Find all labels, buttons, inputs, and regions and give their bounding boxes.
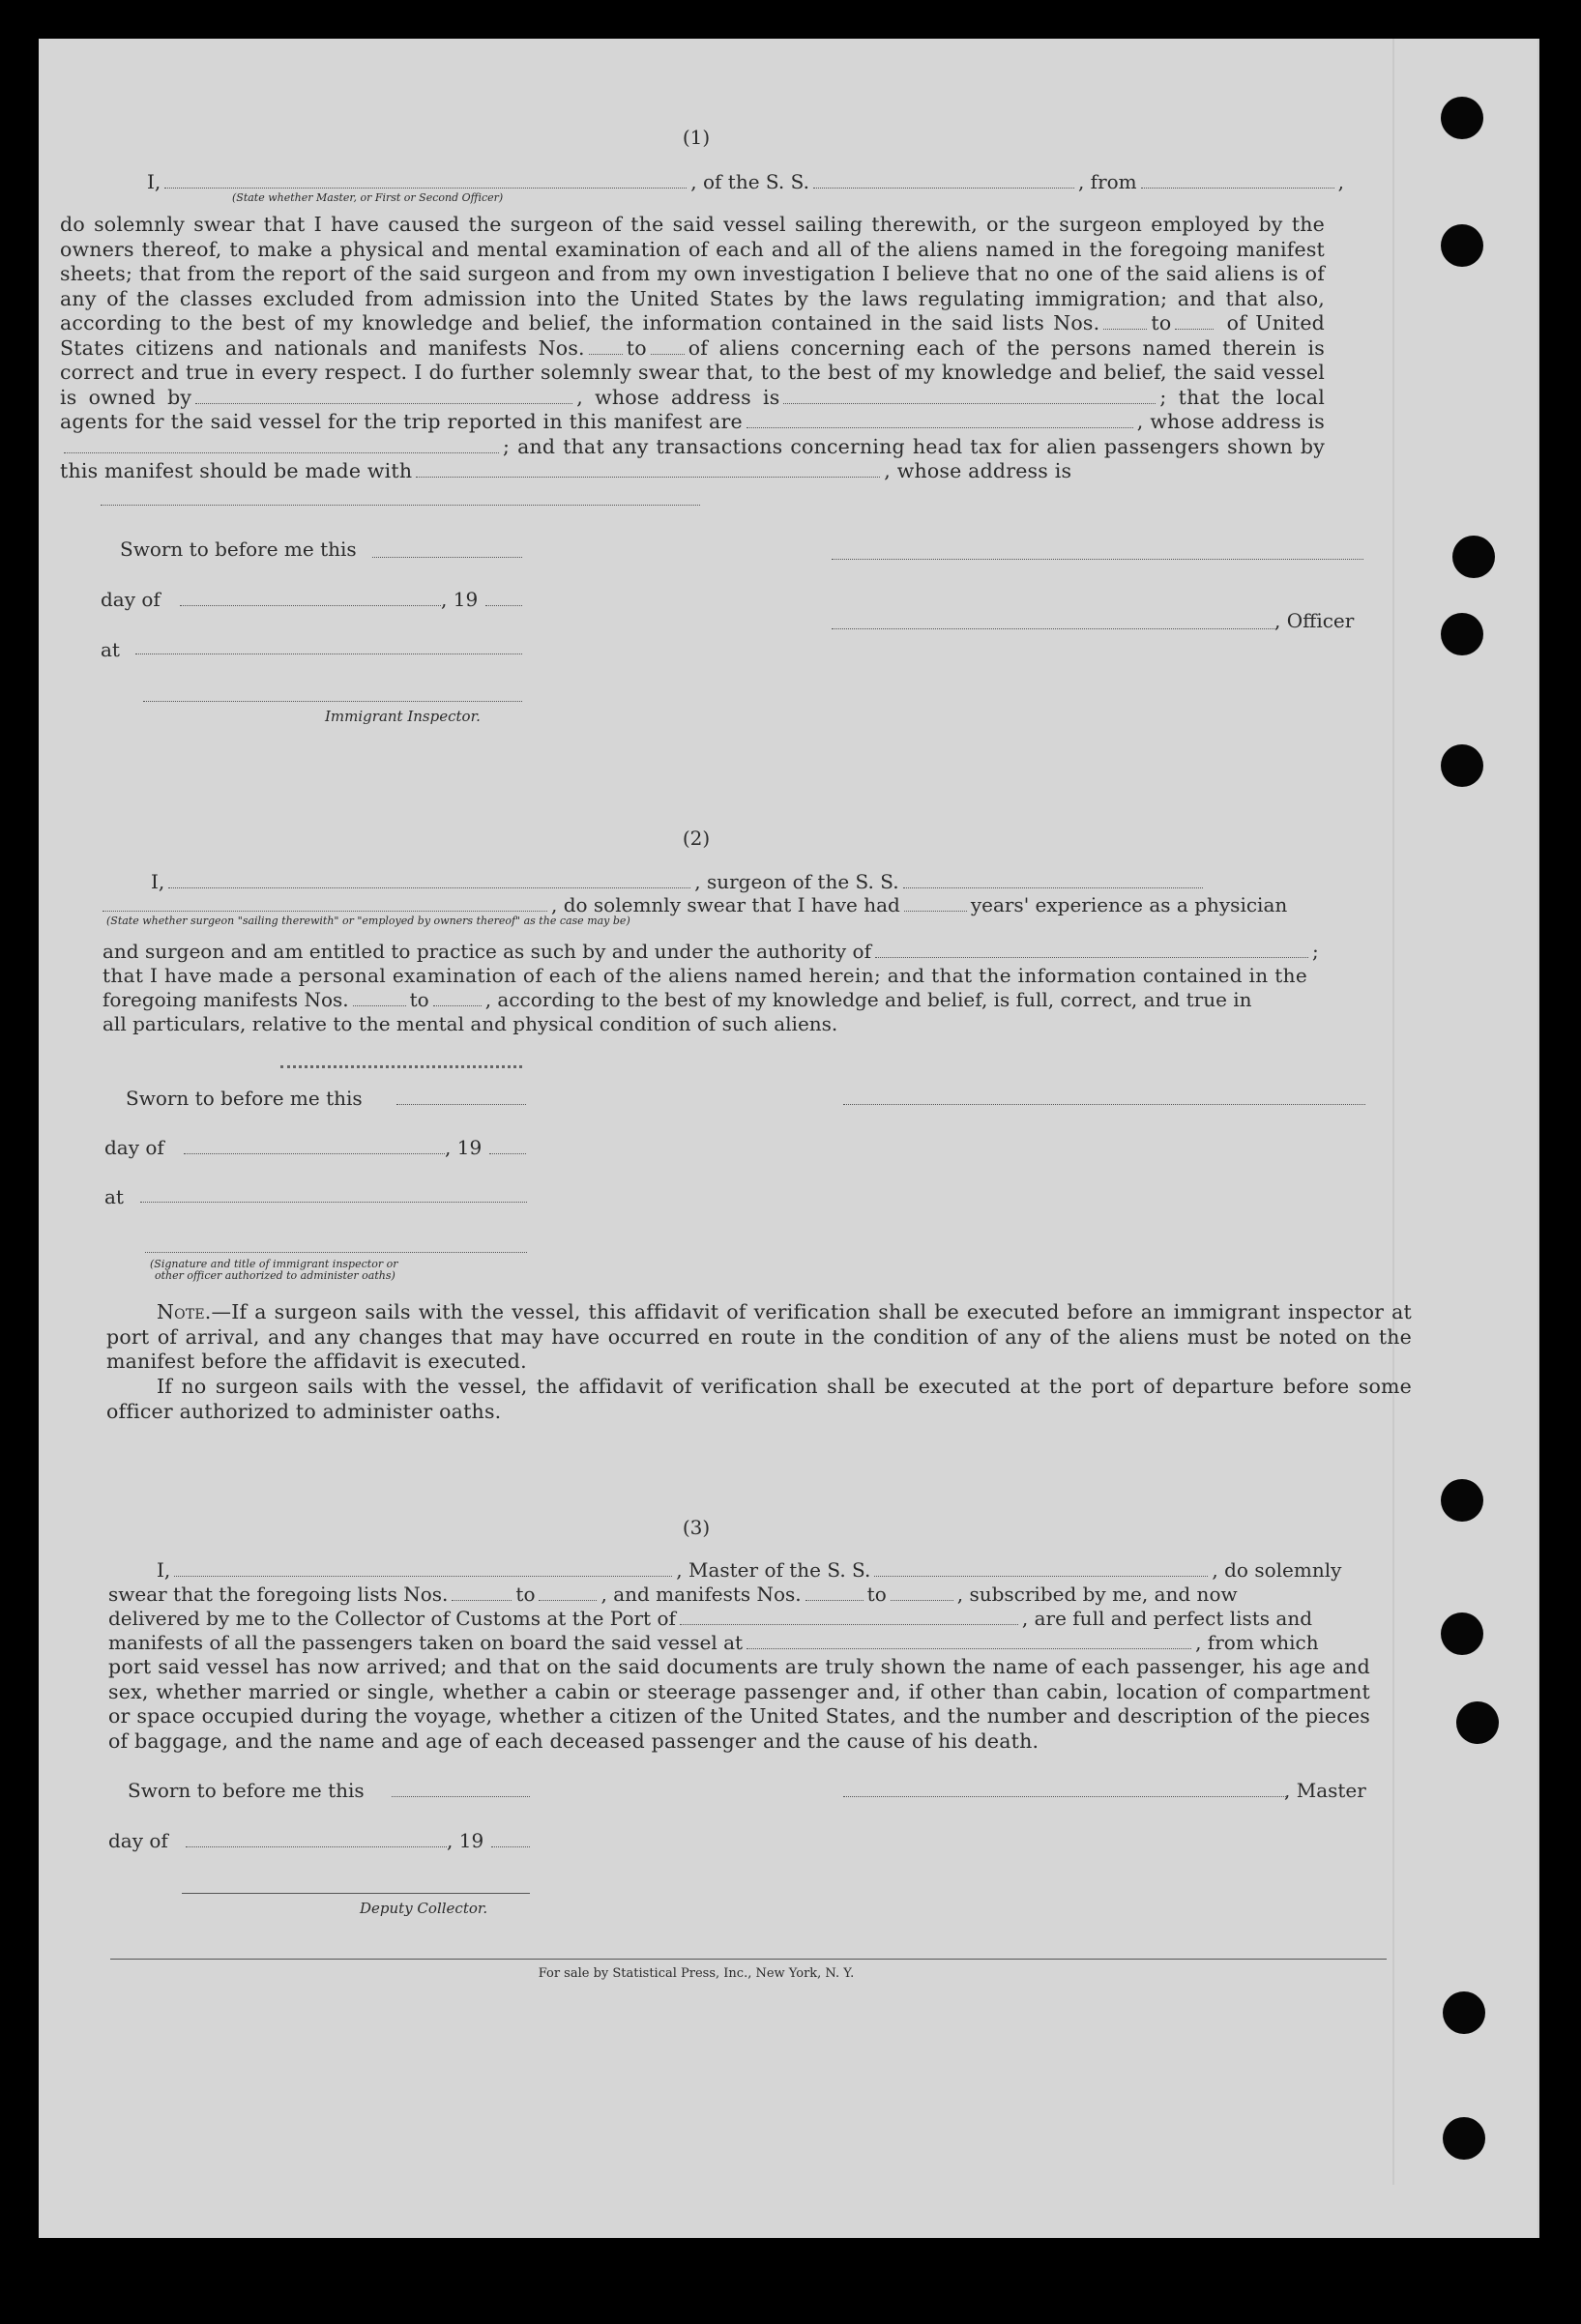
- signature-hint: other officer authorized to administer oaths): [155, 1269, 395, 1282]
- oath-body: do solemnly swear that I have caused the surgeon of the said vessel sailing therewith, or the surgeon employed by the owners thereof, to make a physical and mental examination of each and all of the aliens named in the foregoing manifest sheets; that from the report of the said surgeon and from my own investigation I believe that no one of the said aliens is of any of the classes excluded from admission into the United States by the laws regulating immigration; and that also, according to the best of my knowledge and belief, the information contained in the said lists Nos.: [60, 213, 1325, 334]
- day-of-label: day of: [108, 1829, 168, 1852]
- label-i: I,: [147, 170, 161, 193]
- footer-rule: [110, 1959, 1387, 1960]
- section-1-first-line: [147, 170, 1344, 193]
- section-2-number: (2): [682, 827, 711, 850]
- binder-hole: [1441, 224, 1483, 267]
- immigrant-inspector-caption: Immigrant Inspector.: [325, 708, 481, 725]
- label-swear-lists: swear that the foregoing lists Nos.: [108, 1583, 449, 1606]
- label-full-perfect: , are full and perfect lists and: [1021, 1607, 1313, 1630]
- sworn-date-field[interactable]: [372, 557, 522, 558]
- sworn-label: Sworn to before me this: [128, 1779, 365, 1802]
- month-field[interactable]: [186, 1846, 447, 1847]
- section-1-oath: [60, 213, 1325, 484]
- label-semicolon: ;: [1159, 385, 1167, 409]
- month-field[interactable]: [184, 1153, 445, 1154]
- manifests-from-field[interactable]: [589, 338, 623, 355]
- manifests-to-field[interactable]: [651, 338, 685, 355]
- master-name-field[interactable]: [174, 1560, 672, 1577]
- surgeon-status-field[interactable]: [102, 895, 547, 912]
- section-3-line-2: [108, 1583, 1238, 1606]
- label-of-aliens: of aliens concerning each of the persons named therein is correct and true in every respect. I do further solemnly swear that, to the best of my knowledge and belief, the said vessel is owned by: [60, 335, 1325, 409]
- foregoing-from-field[interactable]: [353, 990, 406, 1006]
- officer-rank-field[interactable]: [164, 172, 687, 189]
- label-foregoing: foregoing manifests Nos.: [102, 988, 349, 1011]
- departure-port-field[interactable]: [1141, 172, 1334, 189]
- label-local-agents: that the local agents for the said vessel for the trip reported in this manifest are: [60, 385, 1325, 433]
- label-whose-address: , whose address is: [576, 385, 780, 409]
- head-tax-contact-field[interactable]: [416, 461, 880, 478]
- section-3-line-3: [108, 1607, 1312, 1630]
- owner-address-field[interactable]: [783, 388, 1156, 404]
- label-master-of: , Master of the S. S.: [676, 1558, 871, 1582]
- officer-label: , Officer: [1274, 609, 1355, 632]
- label-according: , according to the best of my knowledge and belief, is full, correct, and true in: [484, 988, 1252, 1011]
- label-of-ss: , of the S. S.: [690, 170, 809, 193]
- particulars-line: all particulars, relative to the mental and physical condition of such aliens.: [102, 1012, 838, 1035]
- head-tax-address-field[interactable]: [101, 505, 700, 506]
- label-swear: , do solemnly swear that I have had: [551, 893, 900, 916]
- binder-hole: [1441, 97, 1483, 139]
- divider: [280, 1065, 522, 1068]
- label-semicolon: ;: [1311, 940, 1319, 963]
- boarding-port-field[interactable]: [747, 1633, 1191, 1649]
- officer-signature-field[interactable]: [832, 559, 1363, 560]
- signature-hint: (Signature and title of immigrant inspector or: [150, 1258, 398, 1270]
- note-text-2: If no surgeon sails with the vessel, the affidavit of verification shall be executed at the port of departure before some officer authorized to administer oaths.: [106, 1375, 1412, 1423]
- year-field[interactable]: [485, 605, 522, 606]
- label-manifests-all: manifests of all the passengers taken on board the said vessel at: [108, 1631, 744, 1654]
- label-authority: and surgeon and am entitled to practice as such by and under the authority of: [102, 940, 871, 963]
- note-paragraph-2: [106, 1375, 1412, 1424]
- place-field[interactable]: [140, 1202, 527, 1203]
- binder-hole: [1443, 1991, 1485, 2034]
- binder-hole: [1441, 1612, 1483, 1655]
- lists-to-field[interactable]: [1175, 313, 1214, 330]
- master-signature-field[interactable]: [843, 1796, 1288, 1797]
- manifests-to-field[interactable]: [891, 1584, 953, 1601]
- collector-port-field[interactable]: [680, 1609, 1018, 1625]
- master-label: , Master: [1284, 1779, 1366, 1802]
- note-text: —If a surgeon sails with the vessel, this affidavit of verification shall be executed before an immigrant inspector at port of arrival, and any changes that may have occurred en route in the condition of any of the aliens must be noted on the manifest before the affidavit is executed.: [106, 1300, 1412, 1373]
- lists-from-field[interactable]: [1103, 313, 1147, 330]
- manifests-from-field[interactable]: [805, 1584, 864, 1601]
- binder-hole: [1441, 744, 1483, 787]
- label-to: to: [626, 335, 647, 360]
- label-comma: ,: [1337, 170, 1344, 193]
- surgeon-status-hint: (State whether surgeon "sailing therewith" or "employed by owners thereof" as the case may be): [106, 915, 630, 927]
- year-label: , 19: [445, 1136, 483, 1159]
- binder-hole: [1441, 613, 1483, 655]
- section-3-number: (3): [682, 1516, 711, 1539]
- section-3-body: port said vessel has now arrived; and that on the said documents are truly shown the name of each passenger, his age and sex, whether married or single, whether a cabin or steerage passenger and, if other than cabin, location of compartment or space occupied during the voyage, whether a citizen of the United States, and the number and description of the pieces of baggage, and the name and age of each deceased passenger and the cause of his death.: [108, 1655, 1370, 1753]
- foregoing-line: [102, 988, 1252, 1011]
- note-paragraph: [106, 1300, 1412, 1375]
- deputy-signature-field[interactable]: [182, 1893, 530, 1894]
- deputy-collector-caption: Deputy Collector.: [360, 1900, 488, 1917]
- foregoing-to-field[interactable]: [433, 990, 482, 1006]
- years-field[interactable]: [904, 895, 967, 912]
- sworn-label: Sworn to before me this: [126, 1087, 363, 1110]
- surgeon-vessel-field[interactable]: [903, 872, 1203, 888]
- lists-from-field[interactable]: [452, 1584, 512, 1601]
- label-surgeon-of: , surgeon of the S. S.: [694, 870, 899, 893]
- label-from-which: , from which: [1195, 1631, 1319, 1654]
- binder-hole: [1452, 536, 1495, 578]
- label-to: to: [409, 988, 429, 1011]
- binder-hole: [1443, 2117, 1485, 2160]
- section-3-line-4: [108, 1631, 1319, 1654]
- examination-line: that I have made a personal examination of each of the aliens named herein; and that the information contained in the: [102, 964, 1308, 987]
- authority-field[interactable]: [875, 942, 1308, 958]
- binder-hole: [1456, 1701, 1499, 1744]
- at-label: at: [104, 1185, 124, 1208]
- label-i: I,: [151, 870, 165, 893]
- authority-line: [102, 940, 1319, 963]
- year-label: , 19: [447, 1829, 484, 1852]
- agents-address-field[interactable]: [64, 437, 499, 453]
- label-years: years' experience as a physician: [970, 893, 1288, 916]
- month-field[interactable]: [180, 605, 441, 606]
- officer-rank-hint: (State whether Master, or First or Second Officer): [232, 191, 504, 204]
- margin-line: [1392, 39, 1394, 2185]
- year-field[interactable]: [491, 1846, 530, 1847]
- sworn-date-field[interactable]: [392, 1796, 530, 1797]
- label-whose-address: whose address is: [1150, 410, 1325, 433]
- note-label: Note.: [157, 1300, 212, 1323]
- section-2-second-line: [102, 893, 1287, 916]
- printer-imprint: For sale by Statistical Press, Inc., New York, N. Y.: [538, 1966, 855, 1981]
- vessel-name-field[interactable]: [813, 172, 1074, 189]
- sworn-date-field[interactable]: [396, 1104, 526, 1105]
- label-i: I,: [157, 1558, 171, 1582]
- label-us-citizens: of United States citizens and nationals and manifests Nos.: [60, 311, 1325, 360]
- lists-to-field[interactable]: [539, 1584, 597, 1601]
- inspector-signature-field[interactable]: [145, 1252, 527, 1253]
- day-of-label: day of: [104, 1136, 164, 1159]
- year-label: , 19: [441, 588, 479, 611]
- label-comma: ,: [1136, 410, 1144, 433]
- at-label: at: [101, 638, 120, 661]
- label-head-tax: ; and that any transactions concerning head tax for alien passengers shown by this manifest should be made with: [60, 434, 1325, 482]
- owner-field[interactable]: [195, 388, 572, 404]
- day-of-label: day of: [101, 588, 161, 611]
- label-to: to: [515, 1583, 536, 1606]
- year-field[interactable]: [489, 1153, 526, 1154]
- section-3-line-1: [157, 1558, 1341, 1582]
- binder-hole: [1441, 1479, 1483, 1522]
- sworn-label: Sworn to before me this: [120, 537, 357, 561]
- officer-name-field[interactable]: [832, 628, 1276, 629]
- local-agents-field[interactable]: [747, 412, 1133, 428]
- label-to: to: [1151, 311, 1172, 334]
- surgeon-name-field[interactable]: [168, 872, 690, 888]
- label-and-manifests: , and manifests Nos.: [600, 1583, 802, 1606]
- master-vessel-field[interactable]: [874, 1560, 1208, 1577]
- section-1-number: (1): [682, 126, 711, 149]
- surgeon-signature-field[interactable]: [843, 1104, 1365, 1105]
- label-from: , from: [1077, 170, 1137, 193]
- label-solemnly: , do solemnly: [1212, 1558, 1342, 1582]
- label-to: to: [866, 1583, 887, 1606]
- label-subscribed: , subscribed by me, and now: [956, 1583, 1238, 1606]
- inspector-signature-field[interactable]: [143, 701, 522, 702]
- label-delivered: delivered by me to the Collector of Customs at the Port of: [108, 1607, 676, 1630]
- label-whose-address: , whose address is: [884, 459, 1072, 482]
- section-2-first-line: [151, 870, 1207, 893]
